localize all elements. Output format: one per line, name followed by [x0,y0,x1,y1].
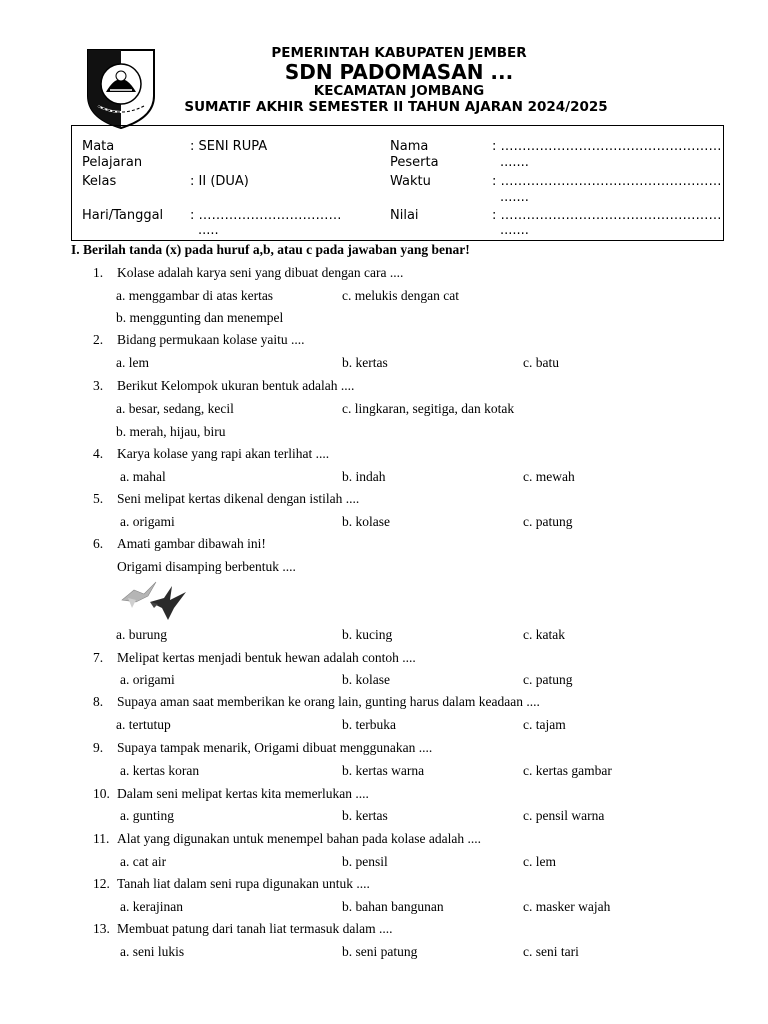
score-field[interactable]: : …………………………………………… [492,208,722,223]
option-a[interactable]: a. kerajinan [120,899,183,914]
header-line-1: PEMERINTAH KABUPATEN JEMBER [271,45,527,61]
score-label: Nilai [390,208,419,223]
time-field-cont: ....... [500,190,529,205]
question-text: Bidang permukaan kolase yaitu .... [117,332,305,347]
header-line-3: KECAMATAN JOMBANG [313,83,485,99]
question-number: 9. [93,740,104,755]
option-a[interactable]: a. origami [120,672,175,687]
option-b[interactable]: b. bahan bangunan [342,899,444,914]
question-text: Melipat kertas menjadi bentuk hewan adalah contoh .... [117,650,416,665]
question-number: 12. [93,876,110,891]
question-text: Supaya tampak menarik, Origami dibuat menggunakan .... [117,740,433,755]
question-number: 3. [93,378,104,393]
time-label: Waktu [390,174,431,189]
question-number: 4. [93,446,104,461]
date-label: Hari/Tanggal [82,208,164,223]
option-c[interactable]: c. pensil warna [523,808,605,823]
question-number: 2. [93,332,104,347]
student-identity-box [71,125,724,241]
date-field-cont: ..... [198,223,219,238]
question-number: 11. [93,831,110,846]
question-text: Dalam seni melipat kertas kita memerlukan .... [117,786,369,801]
option-b[interactable]: b. kertas warna [342,763,425,778]
option-c[interactable]: c. kertas gambar [523,763,612,778]
question-1 [93,265,103,281]
option-b[interactable]: b. terbuka [342,717,396,732]
option-c[interactable]: c. masker wajah [523,899,611,914]
question-number: 1. [93,265,104,280]
option-b[interactable]: b. menggunting dan menempel [116,310,284,325]
option-c[interactable]: c. seni tari [523,944,579,959]
option-a[interactable]: a. burung [116,627,167,642]
option-c[interactable]: c. lem [523,854,556,869]
option-a[interactable]: a. kertas koran [120,763,200,778]
option-c[interactable]: c. katak [523,627,565,642]
question-text: Karya kolase yang rapi akan terlihat .... [117,446,330,461]
option-b[interactable]: b. kucing [342,627,393,642]
subject-label-2: Pelajaran [82,155,143,170]
question-number: 6. [93,536,104,551]
option-a[interactable]: a. menggambar di atas kertas [116,288,274,303]
name-label: Nama [390,139,429,154]
option-a[interactable]: a. cat air [120,854,167,869]
question-text: Amati gambar dibawah ini! [117,536,266,551]
option-c[interactable]: c. patung [523,672,573,687]
option-b[interactable]: b. kolase [342,672,390,687]
class-label: Kelas [82,174,117,189]
school-name: SDN PADOMASAN ... [284,60,514,84]
option-a[interactable]: a. gunting [120,808,174,823]
exam-title: SUMATIF AKHIR SEMESTER II TAHUN AJARAN 2024/2025 [184,99,608,115]
option-c[interactable]: c. melukis dengan cat [342,288,459,303]
subject-value: : SENI RUPA [190,139,268,154]
origami-bird-icon [120,578,192,624]
option-b[interactable]: b. pensil [342,854,388,869]
instruction: I. Berilah tanda (x) pada huruf a,b, atau c pada jawaban yang benar! [71,242,470,257]
question-text: Berikut Kelompok ukuran bentuk adalah .... [117,378,355,393]
class-value: : II (DUA) [190,174,249,189]
question-number: 8. [93,694,104,709]
question-number: 7. [93,650,104,665]
option-b[interactable]: b. indah [342,469,386,484]
question-text: Tanah liat dalam seni rupa digunakan untuk .... [117,876,370,891]
question-number: 5. [93,491,104,506]
option-b[interactable]: b. kertas [342,808,388,823]
score-field-cont: ....... [500,223,529,238]
question-text: Seni melipat kertas dikenal dengan istilah .... [117,491,360,506]
name-field-cont: ....... [500,155,529,170]
option-c[interactable]: c. batu [523,355,559,370]
question-text: Alat yang digunakan untuk menempel bahan pada kolase adalah .... [117,831,482,846]
question-number: 10. [93,786,110,801]
name-field[interactable]: : …………………………………………… [492,139,722,154]
option-a[interactable]: a. tertutup [116,717,171,732]
subject-label: Mata [82,139,115,154]
option-b[interactable]: b. kertas [342,355,388,370]
question-number: 13. [93,921,110,936]
question-text: Supaya aman saat memberikan ke orang lain, gunting harus dalam keadaan .... [117,694,540,709]
question-text: Membuat patung dari tanah liat termasuk dalam .... [117,921,393,936]
option-a[interactable]: a. seni lukis [120,944,185,959]
option-c[interactable]: c. mewah [523,469,575,484]
option-b[interactable]: b. kolase [342,514,390,529]
option-b[interactable]: b. seni patung [342,944,418,959]
option-a[interactable]: a. lem [116,355,149,370]
question-text: Kolase adalah karya seni yang dibuat dengan cara .... [117,265,404,280]
option-a[interactable]: a. besar, sedang, kecil [116,401,234,416]
option-b[interactable]: b. merah, hijau, biru [116,424,226,439]
option-a[interactable]: a. origami [120,514,175,529]
option-c[interactable]: c. tajam [523,717,566,732]
date-field[interactable]: : …………………………… [190,208,342,223]
option-a[interactable]: a. mahal [120,469,166,484]
time-field[interactable]: : …………………………………………… [492,174,722,189]
option-c[interactable]: c. lingkaran, segitiga, dan kotak [342,401,515,416]
option-c[interactable]: c. patung [523,514,573,529]
question-text-2: Origami disamping berbentuk .... [117,559,296,574]
name-label-2: Peserta [390,155,439,170]
